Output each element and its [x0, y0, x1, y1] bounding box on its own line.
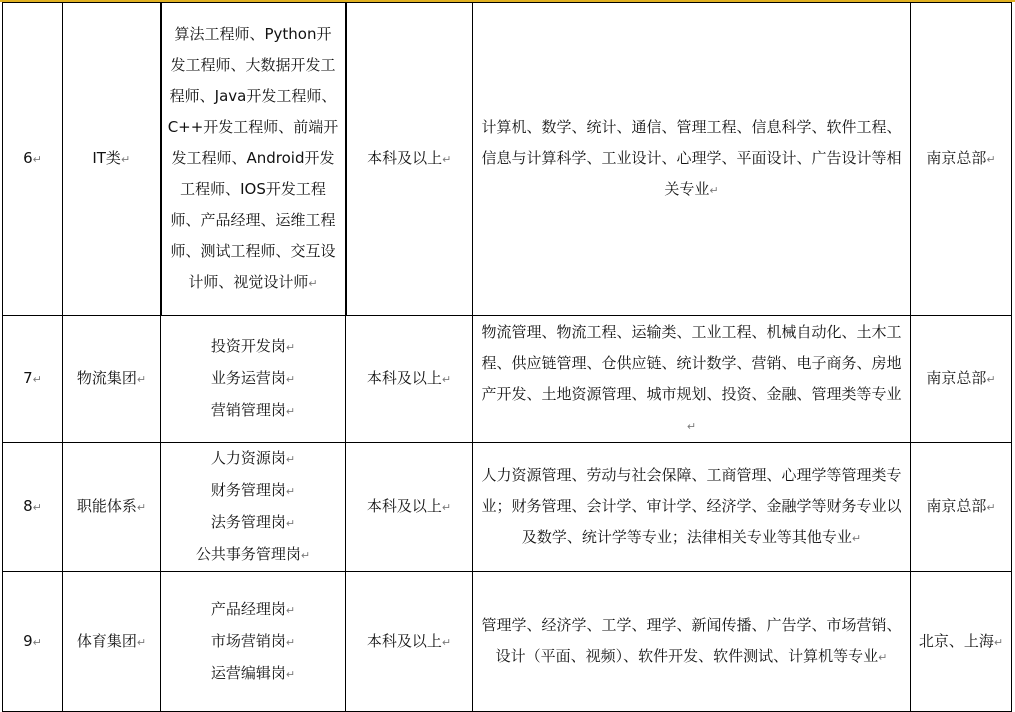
location-cell: 南京总部↵: [911, 316, 1012, 443]
location-cell: 南京总部↵: [911, 3, 1012, 316]
table-row: [3, 316, 1012, 443]
positions-cell: 产品经理岗↵ 市场营销岗↵ 运营编辑岗↵: [161, 572, 346, 712]
row-number-cell: 9↵: [3, 572, 63, 712]
majors-cell: 计算机、数学、统计、通信、管理工程、信息科学、软件工程、信息与计算科学、工业设计、心理学、平面设计、广告设计等相关专业↵: [473, 3, 911, 316]
row-number-cell: 8↵: [3, 443, 63, 572]
positions-cell: 投资开发岗↵ 业务运营岗↵ 营销管理岗↵: [161, 316, 346, 443]
location-cell: 南京总部↵: [911, 443, 1012, 572]
table-row: [3, 572, 1012, 712]
row-number-cell: 7↵: [3, 316, 63, 443]
degree-cell: 本科及以上↵: [346, 3, 473, 316]
table-row: [3, 3, 1012, 316]
location-cell: 北京、上海↵: [911, 572, 1012, 712]
category-cell: IT类↵: [63, 3, 161, 316]
category-cell: 职能体系↵: [63, 443, 161, 572]
row-number-cell: 6↵: [3, 3, 63, 316]
degree-cell: 本科及以上↵: [346, 443, 473, 572]
majors-cell: 管理学、经济学、工学、理学、新闻传播、广告学、市场营销、设计（平面、视频）、软件开发、软件测试、计算机等专业↵: [473, 572, 911, 712]
degree-cell: 本科及以上↵: [346, 316, 473, 443]
majors-cell: 人力资源管理、劳动与社会保障、工商管理、心理学等管理类专业；财务管理、会计学、审计学、经济学、金融学等财务专业以及数学、统计学等专业；法律相关专业等其他专业↵: [473, 443, 911, 572]
category-cell: 物流集团↵: [63, 316, 161, 443]
positions-cell: 人力资源岗↵ 财务管理岗↵ 法务管理岗↵ 公共事务管理岗↵: [161, 443, 346, 572]
degree-cell: 本科及以上↵: [346, 572, 473, 712]
category-cell: 体育集团↵: [63, 572, 161, 712]
recruitment-table: [2, 2, 1012, 712]
table-row: [3, 443, 1012, 572]
positions-cell: 算法工程师、Python开发工程师、大数据开发工程师、Java开发工程师、C++开发工程师、前端开发工程师、Android开发工程师、IOS开发工程师、产品经理、运维工程师、测试工程师、交互设计师、视觉设计师↵: [161, 3, 346, 316]
majors-cell: 物流管理、物流工程、运输类、工业工程、机械自动化、土木工程、供应链管理、仓供应链、统计数学、营销、电子商务、房地产开发、土地资源管理、城市规划、投资、金融、管理类等专业↵: [473, 316, 911, 443]
